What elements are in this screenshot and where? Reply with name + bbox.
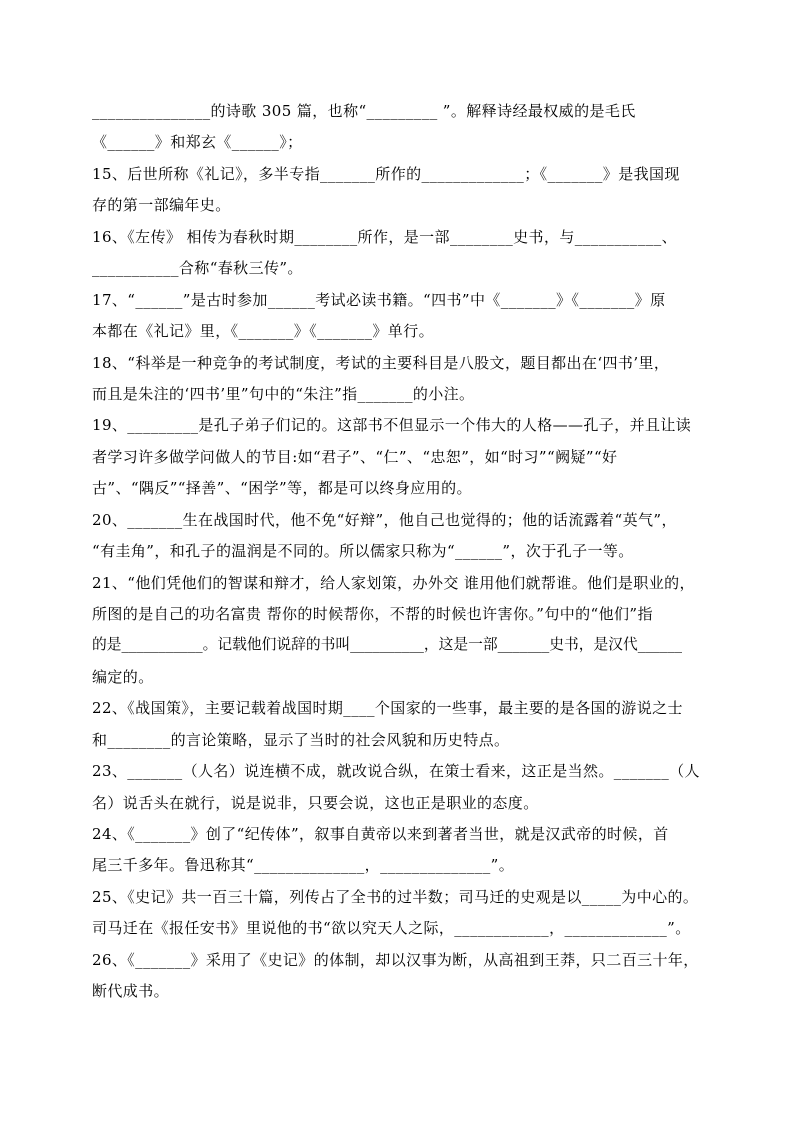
- text-line: 20、_______生在战国时代，他不免“好辩”，他自己也觉得的；他的话流露着“英气”，: [92, 511, 677, 529]
- text-line: 本都在《礼记》里，《_______》《_______》单行。: [92, 322, 435, 340]
- text-line: 名）说舌头在就行，说是说非，只要会说，这也正是职业的态度。: [92, 794, 539, 812]
- text-line: 17、“______”是古时参加______考试必读书籍。“四书”中《_______》《_______》原: [92, 291, 666, 309]
- text-line: 存的第一部编年史。: [92, 196, 231, 214]
- text-line: 和________的言论策略，显示了当时的社会风貌和历史特点。: [92, 731, 510, 749]
- text-line: 25、《史记》共一百三十篇，列传占了全书的过半数；司马迁的史观是以_____为中心的。: [92, 888, 699, 906]
- text-line: 尾三千多年。鲁迅称其“______________，______________”。: [92, 856, 515, 874]
- text-line: 26、《_______》采用了《史记》的体制，却以汉事为断，从高祖到王莽，只二百三十年，: [92, 951, 699, 969]
- text-line: 者学习许多做学问做人的节目:如“君子”、“仁”、“忠恕”，如“时习”“阙疑”“好: [92, 448, 618, 466]
- text-line: 21、“他们凭他们的智谋和辩才，给人家划策，办外交 谁用他们就帮谁。他们是职业的，: [92, 574, 695, 592]
- text-line: _______________的诗歌 305 篇，也称“_________ ”。解释诗经最权威的是毛氏: [92, 102, 636, 120]
- text-line: “有圭角”，和孔子的温润是不同的。所以儒家只称为“______”，次于孔子一等。: [92, 542, 634, 560]
- text-line: 古”、“隅反”“择善”、“困学”等，都是可以终身应用的。: [92, 479, 472, 497]
- text-line: 15、后世所称《礼记》，多半专指_______所作的_____________；《_______》是我国现: [92, 165, 680, 183]
- text-line: 16、《左传》 相传为春秋时期________所作，是一部________史书，与___________、: [92, 228, 678, 246]
- text-line: 司马迁在《报任安书》里说他的书“欲以究天人之际，____________，_____________”。: [92, 919, 691, 937]
- text-line: 而且是朱注的‘四书’里”句中的“朱注”指_______的小注。: [92, 385, 475, 403]
- text-line: 所图的是自己的功名富贵 帮你的时候帮你，不帮的时候也许害你。”句中的“他们”指: [92, 605, 653, 623]
- text-line: 24、《_______》创了“纪传体”，叙事自黄帝以来到著者当世，就是汉武帝的时候，首: [92, 825, 669, 843]
- text-line: 《______》和郑玄《______》；: [92, 133, 303, 151]
- text-line: 断代成书。: [92, 982, 170, 1000]
- text-line: 编定的。: [92, 668, 154, 686]
- text-line: 23、_______（人名）说连横不成，就改说合纵，在策士看来，这正是当然。_______（人: [92, 762, 700, 780]
- text-line: 的是___________。记载他们说辞的书叫__________，这是一部_______史书，是汉代______: [92, 636, 682, 653]
- text-line: 19、_________是孔子弟子们记的。这部书不但显示一个伟大的人格——孔子，并且让读: [92, 416, 692, 434]
- text-line: 22、《战国策》，主要记载着战国时期____个国家的一些事，最主要的是各国的游说之士: [92, 699, 683, 717]
- text-line: ___________合称“春秋三传”。: [92, 259, 303, 277]
- text-line: 18、“科举是一种竞争的考试制度，考试的主要科目是八股文，题目都出在‘四书’里，: [92, 354, 670, 372]
